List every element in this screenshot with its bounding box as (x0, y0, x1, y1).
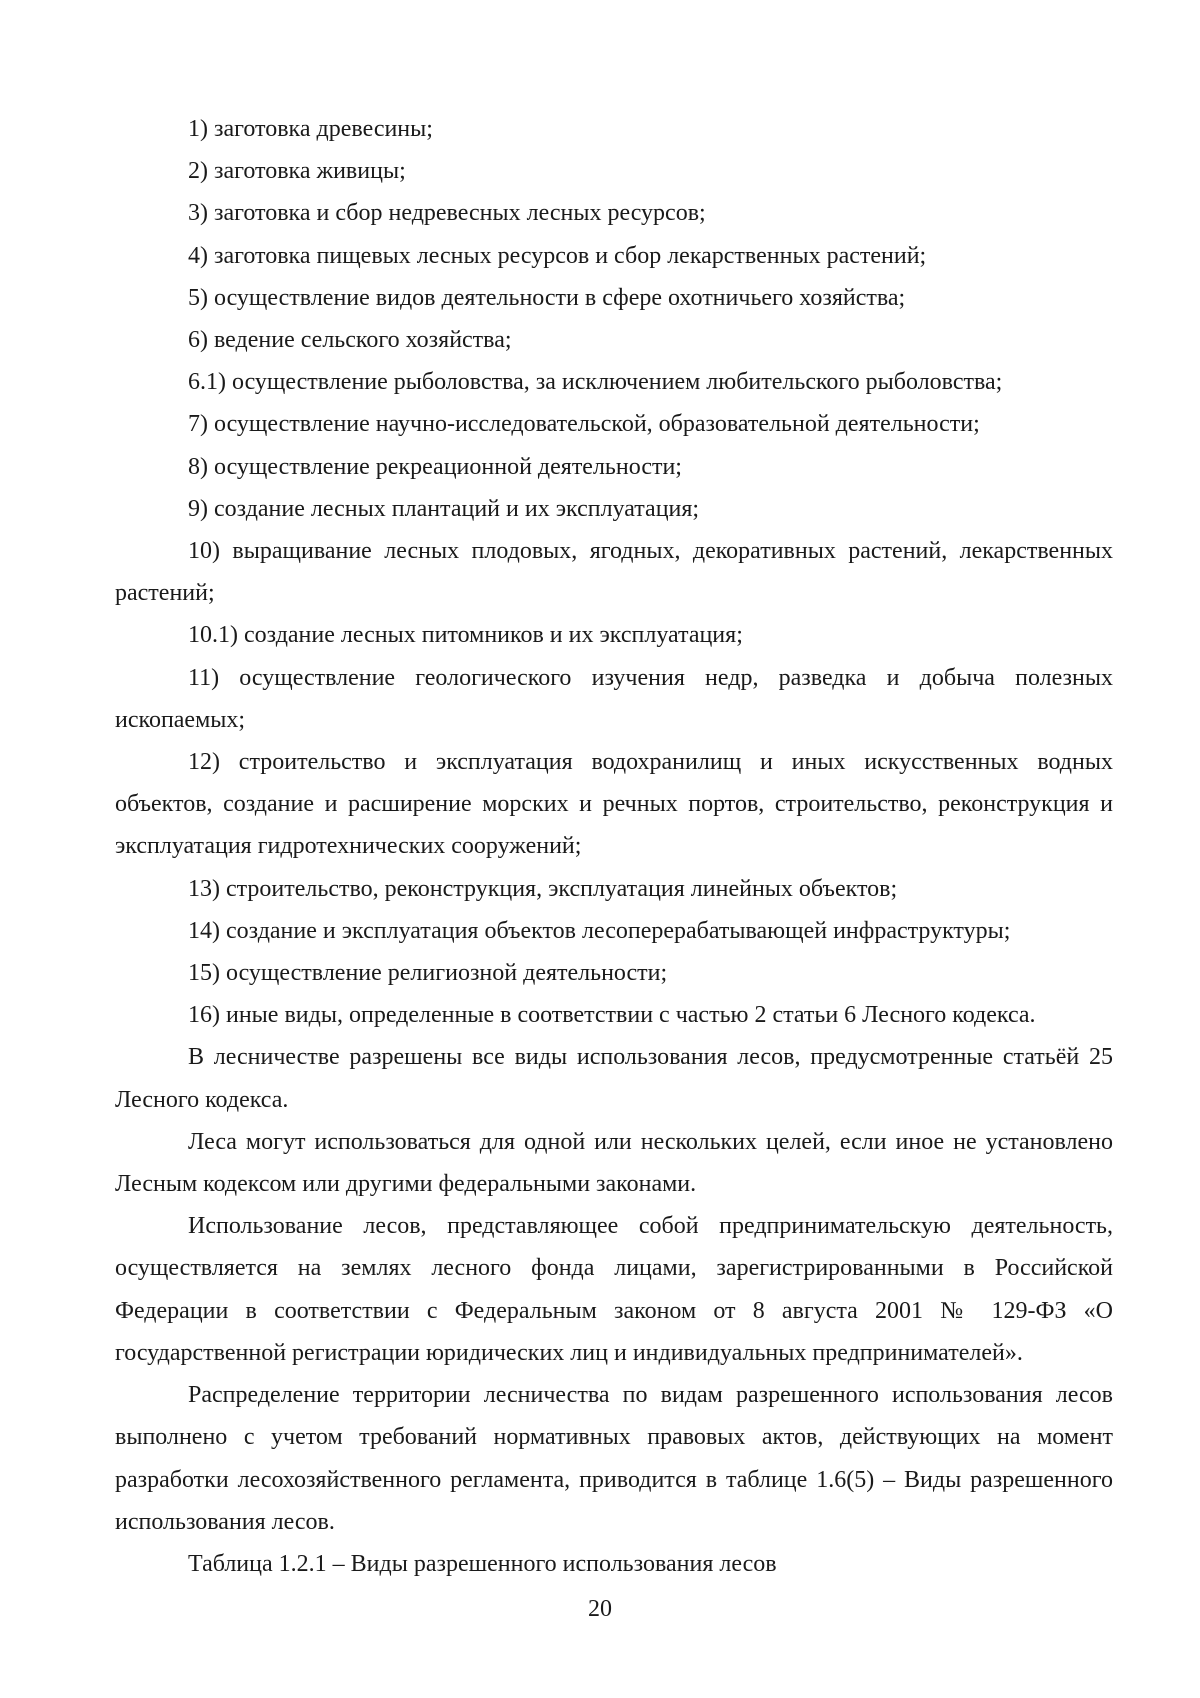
list-item: 14) создание и эксплуатация объектов лесоперерабатывающей инфраструктуры; (188, 917, 1011, 944)
list-item: 11) осуществление геологического изучения недр, разведка и добыча полезных ископаемых; (115, 664, 1113, 733)
list-item: 1) заготовка древесины; (188, 116, 433, 142)
list-item: 16) иные виды, определенные в соответствии с частью 2 статьи 6 Лесного кодекса. (188, 1002, 1036, 1029)
list-item: 10.1) создание лесных питомников и их эксплуатация; (188, 622, 743, 649)
list-item: 5) осуществление видов деятельности в сфере охотничьего хозяйства; (188, 284, 906, 311)
table-caption: Таблица 1.2.1 – Виды разрешенного использования лесов (188, 1550, 777, 1577)
paragraph: Распределение территории лесничества по видам разрешенного использования лесов выполнено с учетом требований нормативных правовых актов, действующих на момент разработки лесохозяйственного регламента, приводится в таблице 1.6(5) – Виды разрешенного использования лесов. (115, 1382, 1113, 1535)
list-item: 10) выращивание лесных плодовых, ягодных, декоративных растений, лекарственных растений; (115, 538, 1113, 607)
paragraph: В лесничестве разрешены все виды использования лесов, предусмотренные статьёй 25 Лесного кодекса. (115, 1044, 1113, 1113)
list-item: 12) строительство и эксплуатация водохранилищ и иных искусственных водных объектов, создание и расширение морских и речных портов, строительство, реконструкция и эксплуатация гидротехнических сооружений; (115, 749, 1113, 860)
list-item: 2) заготовка живицы; (188, 158, 406, 185)
page-number: 20 (588, 1596, 612, 1622)
paragraph: Леса могут использоваться для одной или нескольких целей, если иное не установлено Лесным кодексом или другими федеральными законами. (115, 1128, 1113, 1198)
list-item: 15) осуществление религиозной деятельности; (188, 960, 668, 987)
list-item: 9) создание лесных плантаций и их эксплуатация; (188, 495, 700, 522)
list-item: 13) строительство, реконструкция, эксплуатация линейных объектов; (188, 875, 898, 902)
list-item: 8) осуществление рекреационной деятельности; (188, 453, 682, 480)
list-item: 6) ведение сельского хозяйства; (188, 327, 512, 354)
paragraph: Использование лесов, представляющее собой предпринимательскую деятельность, осуществляется на землях лесного фонда лицами, зарегистрированными в Российской Федерации в соответствии с Федеральным законом от 8 августа 2001 № 129-ФЗ «О государственной регистрации юридических лиц и индивидуальных предпринимателей». (115, 1213, 1113, 1366)
list-item: 3) заготовка и сбор недревесных лесных ресурсов; (188, 200, 706, 227)
list-item: 4) заготовка пищевых лесных ресурсов и сбор лекарственных растений; (188, 242, 927, 269)
list-item: 6.1) осуществление рыболовства, за исключением любительского рыболовства; (188, 369, 1003, 396)
document-body (115, 108, 1113, 1585)
list-item: 7) осуществление научно-исследовательской, образовательной деятельности; (188, 411, 980, 438)
